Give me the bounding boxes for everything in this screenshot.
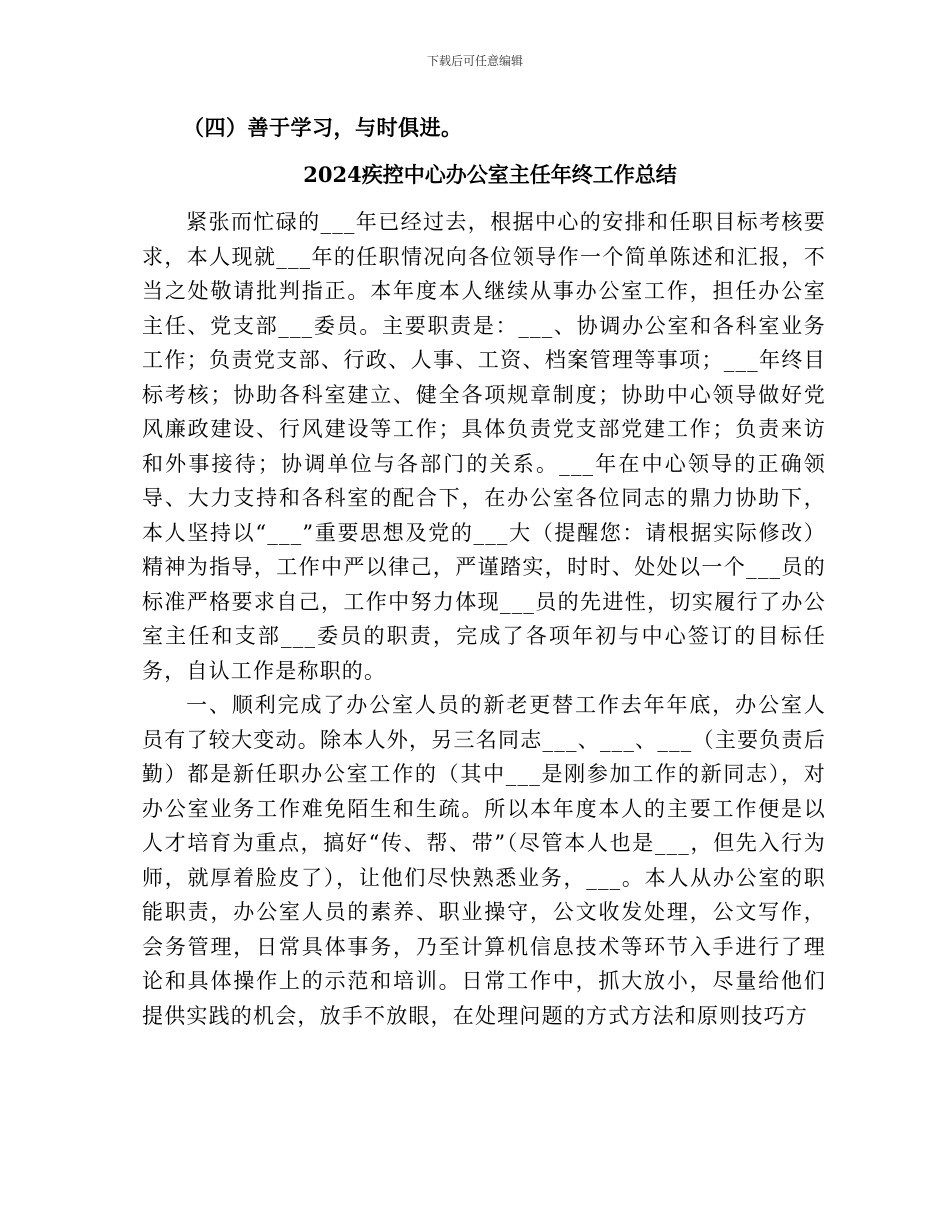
- document-title: 2024疾控中心办公室主任年终工作总结: [303, 162, 677, 187]
- header-note: 下载后可任意编辑: [426, 54, 523, 68]
- paragraph-section-one: 一、顺利完成了办公室人员的新老更替工作去年年底，办公室人员有了较大变动。除本人外，另三名同志___、___、___（主要负责后勤）都是新任职办公室工作的（其中___是刚参加工作的新同志），对办公室业务工作难免陌生和生疏。所以本年度本人的主要工作便是以人才培育为重点，搞好“传、帮、带”（尽管本人也是___，但先入行为师，就厚着脸皮了），让他们尽快熟悉业务，___。本人从办公室的职能职责，办公室人员的素养、职业操守，公文收发处理，公文写作，会务管理，日常具体事务，乃至计算机信息技术等环节入手进行了理论和具体操作上的示范和培训。日常工作中，抓大放小，尽量给他们提供实践的机会，放手不放眼，在处理问题的方式方法和原则技巧方: [142, 693, 826, 1028]
- document-body: [142, 205, 826, 1033]
- paragraph-intro: 紧张而忙碌的___年已经过去，根据中心的安排和任职目标考核要求，本人现就___年的任职情况向各位领导作一个简单陈述和汇报，不当之处敬请批判指正。本年度本人继续从事办公室工作，担任办公室主任、党支部___委员。主要职责是：___、协调办公室和各科室业务工作；负责党支部、行政、人事、工资、档案管理等事项；___年终目标考核；协助各科室建立、健全各项规章制度；协助中心领导做好党风廉政建设、行风建设等工作；具体负责党支部党建工作；负责来访和外事接待；协调单位与各部门的关系。___年在中心领导的正确领导、大力支持和各科室的配合下，在办公室各位同志的鼎力协助下，本人坚持以“___”重要思想及党的___大（提醒您：请根据实际修改）精神为指导，工作中严以律己，严谨踏实，时时、处处以一个___员的标准严格要求自己，工作中努力体现___员的先进性，切实履行了办公室主任和支部___委员的职责，完成了各项年初与中心签订的目标任务，自认工作是称职的。: [142, 210, 826, 683]
- section-heading: （四）善于学习，与时俱进。: [183, 115, 463, 140]
